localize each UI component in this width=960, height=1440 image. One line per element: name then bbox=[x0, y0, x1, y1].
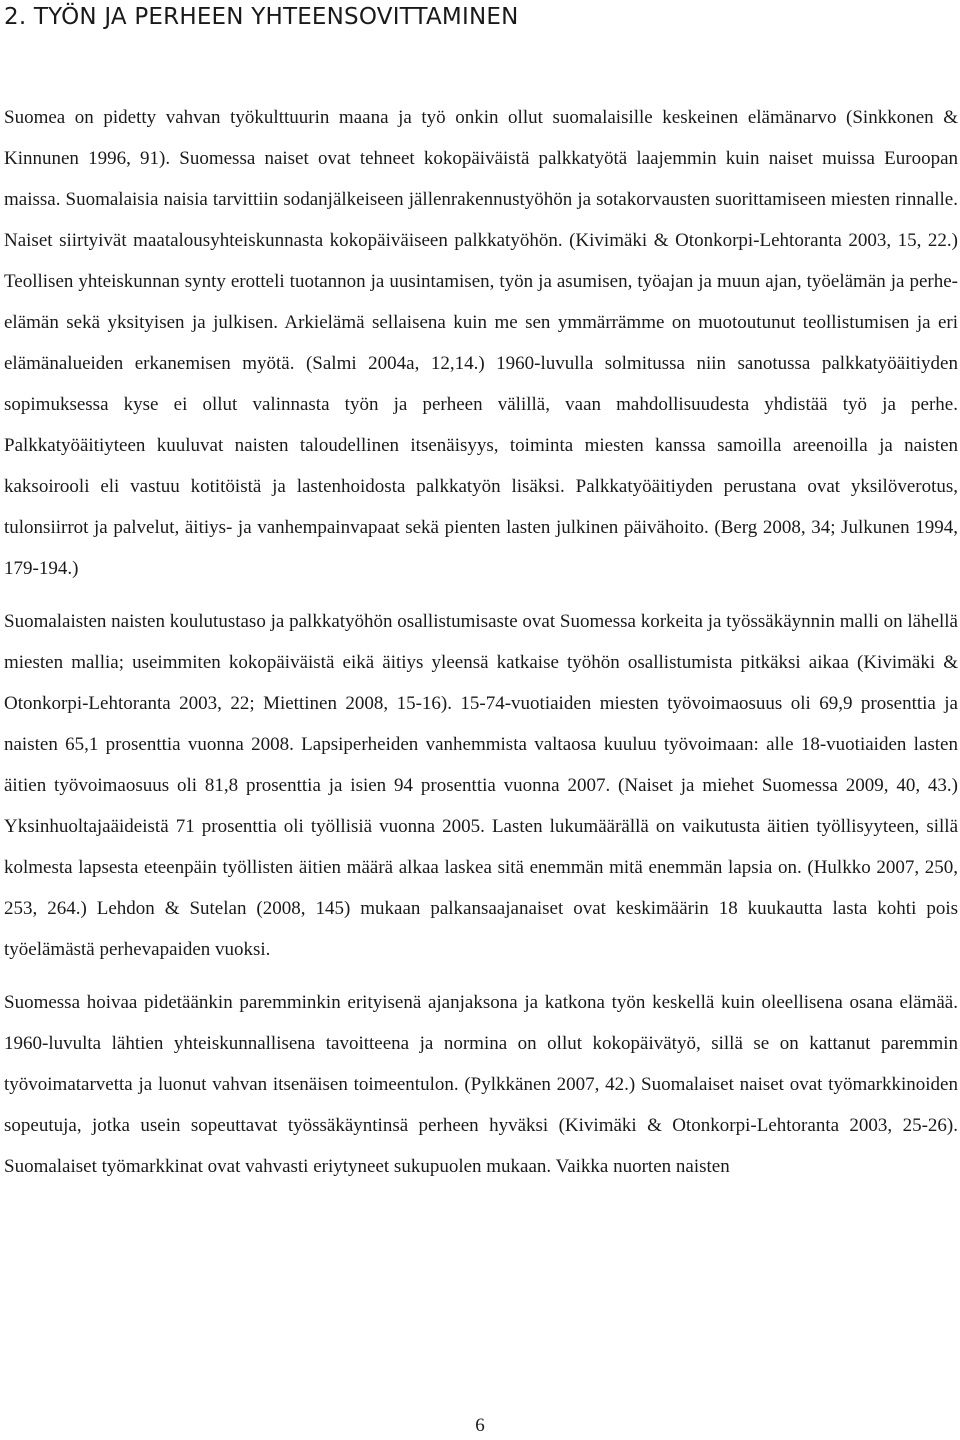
body-text bbox=[4, 97, 958, 1187]
paragraph-1: Suomea on pidetty vahvan työkulttuurin maana ja työ onkin ollut suomalaisille keskeinen elämänarvo (Sinkkonen & Kinnunen 1996, 91). Suomessa naiset ovat tehneet kokopäiväistä palkkatyötä laajemmin kuin naiset muissa Euroopan maissa. Suomalaisia naisia tarvittiin sodanjälkeiseen jällenrakennustyöhön ja sotakorvausten suorittamiseen miesten rinnalle. Naiset siirtyivät maatalousyhteiskunnasta kokopäiväiseen palkkatyöhön. (Kivimäki & Otonkorpi-Lehtoranta 2003, 15, 22.) Teollisen yhteiskunnan synty erotteli tuotannon ja uusintamisen, työn ja asumisen, työajan ja muun ajan, työelämän ja perhe-elämän sekä yksityisen ja julkisen. Arkielämä sellaisena kuin me sen ymmärrämme on muotoutunut teollistumisen ja eri elämänalueiden erkanemisen myötä. (Salmi 2004a, 12,14.) 1960-luvulla solmitussa niin sanotussa palkkatyöäitiyden sopimuksessa kyse ei ollut valinnasta työn ja perheen välillä, vaan mahdollisuudesta yhdistää työ ja perhe. Palkkatyöäitiyteen kuuluvat naisten taloudellinen itsenäisyys, toiminta miesten kanssa samoilla areenoilla ja naisten kaksoirooli eli vastuu kotitöistä ja lastenhoidosta palkkatyön lisäksi. Palkkatyöäitiyden perustana ovat yksilöverotus, tulonsiirrot ja palvelut, äitiys- ja vanhempainvapaat sekä pienten lasten julkinen päivähoito. (Berg 2008, 34; Julkunen 1994, 179-194.) bbox=[4, 107, 958, 579]
page-number: 6 bbox=[475, 1415, 485, 1436]
section-heading: 2. TYÖN JA PERHEEN YHTEENSOVITTAMINEN bbox=[4, 4, 519, 30]
paragraph-2: Suomalaisten naisten koulutustaso ja palkkatyöhön osallistumisaste ovat Suomessa korkeita ja työssäkäynnin malli on lähellä miesten mallia; useimmiten kokopäiväistä eikä äitiys yleensä katkaise työhön osallistumista pitkäksi aikaa (Kivimäki & Otonkorpi-Lehtoranta 2003, 22; Miettinen 2008, 15-16). 15-74-vuotiaiden miesten työvoimaosuus oli 69,9 prosenttia ja naisten 65,1 prosenttia vuonna 2008. Lapsiperheiden vanhemmista valtaosa kuuluu työvoimaan: alle 18-vuotiaiden lasten äitien työvoimaosuus oli 81,8 prosenttia ja isien 94 prosenttia vuonna 2007. (Naiset ja miehet Suomessa 2009, 40, 43.) Yksinhuoltajaäideistä 71 prosenttia oli työllisiä vuonna 2005. Lasten lukumäärällä on vaikutusta äitien työllisyyteen, sillä kolmesta lapsesta eteenpäin työllisten äitien määrä alkaa laskea sitä enemmän mitä enemmän lapsia on. (Hulkko 2007, 250, 253, 264.) Lehdon & Sutelan (2008, 145) mukaan palkansaajanaiset ovat keskimäärin 18 kuukautta lasta kohti pois työelämästä perhevapaiden vuoksi. bbox=[4, 611, 958, 960]
paragraph-3: Suomessa hoivaa pidetäänkin paremminkin erityisenä ajanjaksona ja katkona työn keskellä kuin oleellisena osana elämää. 1960-luvulta lähtien yhteiskunnallisena tavoitteena ja normina on ollut kokopäivätyö, sillä se on kattanut paremmin työvoimatarvetta ja luonut vahvan itsenäisen toimeentulon. (Pylkkänen 2007, 42.) Suomalaiset naiset ovat työmarkkinoiden sopeutuja, jotka usein sopeuttavat työssäkäyntinsä perheen hyväksi (Kivimäki & Otonkorpi-Lehtoranta 2003, 25-26). Suomalaiset työmarkkinat ovat vahvasti eriytyneet sukupuolen mukaan. Vaikka nuorten naisten bbox=[4, 992, 958, 1177]
